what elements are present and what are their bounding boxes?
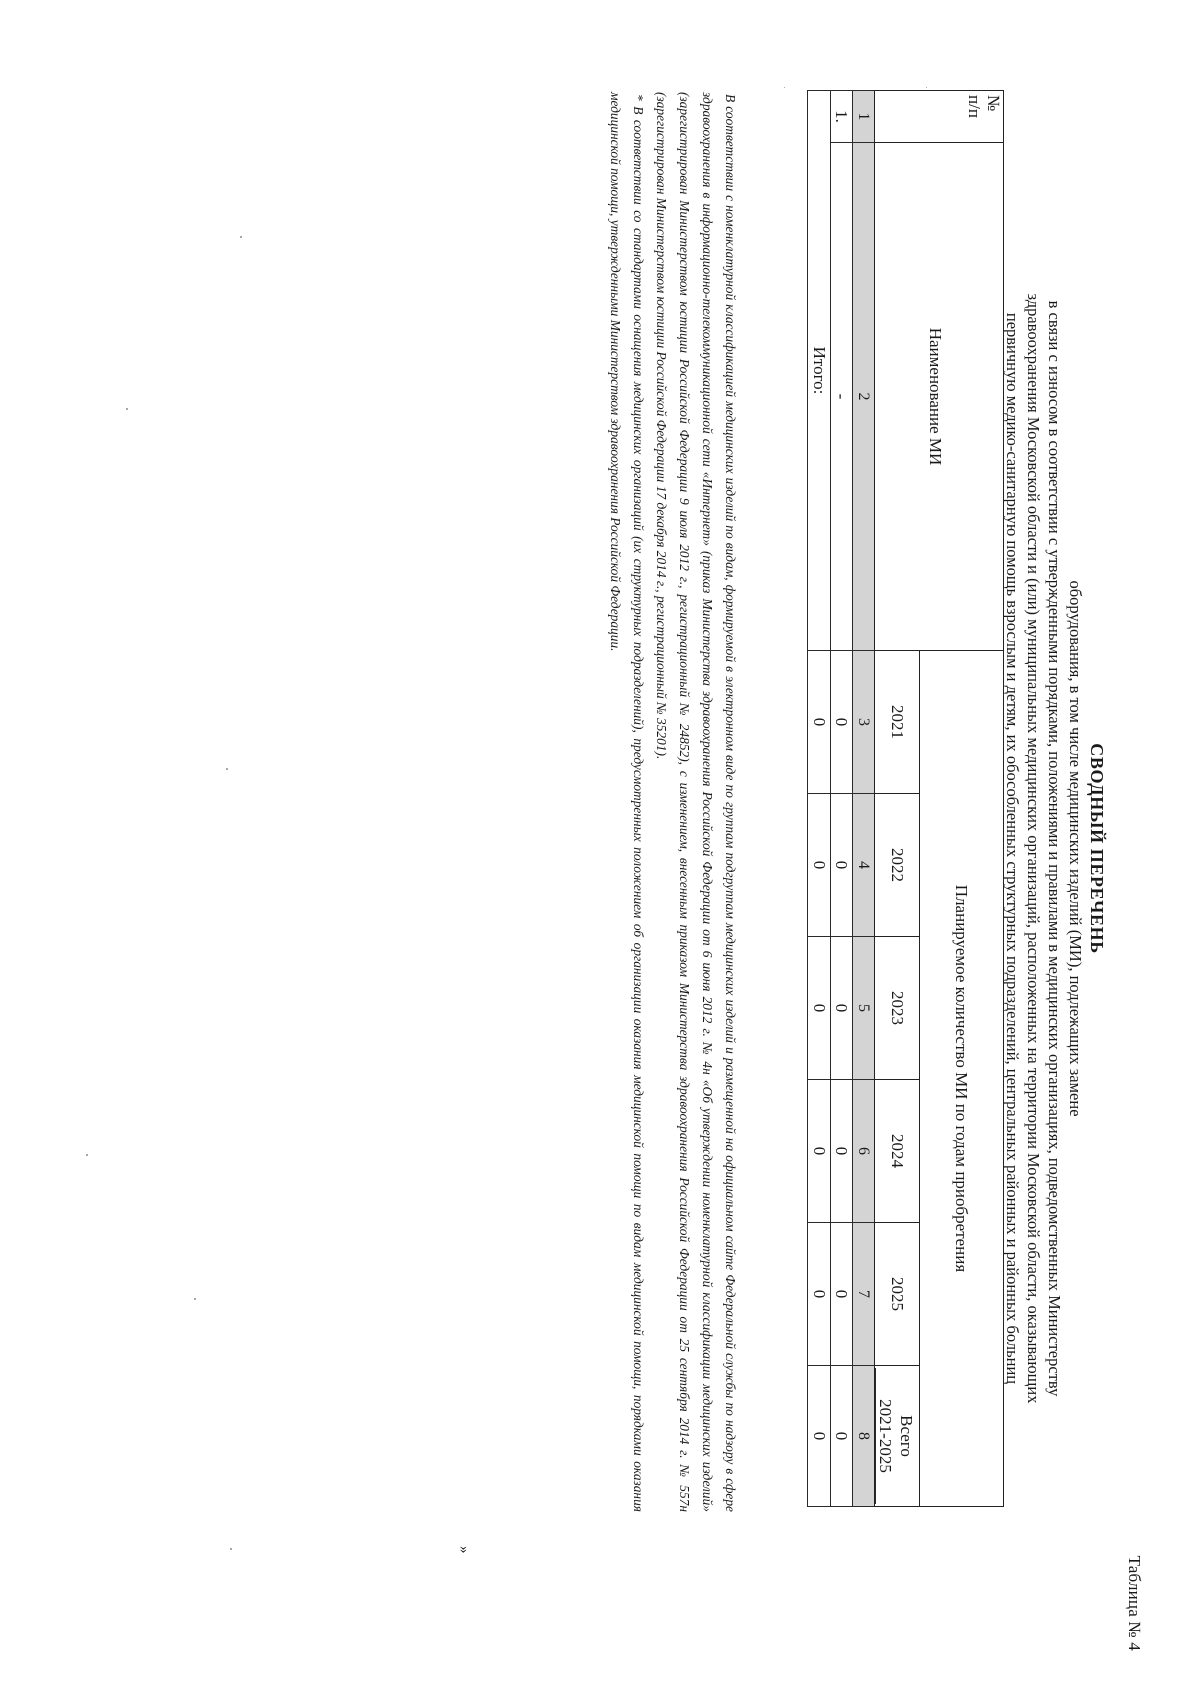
scan-speck [240, 236, 242, 238]
table-number-label: Таблица № 4 [1125, 1555, 1144, 1651]
scan-speck: · [780, 86, 790, 89]
header-total [875, 1366, 920, 1507]
index-cell: 2 [853, 143, 875, 651]
row-number: 1. [831, 91, 853, 143]
header-number [875, 91, 1004, 143]
header-total-line-1: Всего [897, 1415, 916, 1457]
scan-speck [126, 408, 128, 410]
header-year: 2021 [875, 651, 920, 794]
header-year: 2025 [875, 1223, 920, 1366]
index-cell: 4 [853, 794, 875, 937]
index-cell: 8 [853, 1366, 875, 1507]
scan-speck: · [922, 86, 932, 89]
scan-speck [194, 1298, 196, 1300]
header-planned-quantity: Планируемое количество МИ по годам приобретения [920, 651, 1004, 1507]
row-value: 0 [831, 937, 853, 1080]
index-cell: 3 [853, 651, 875, 794]
document-title: СВОДНЫЙ ПЕРЕЧЕНЬ [1087, 743, 1107, 954]
scan-speck [230, 1548, 232, 1550]
total-value: 0 [808, 794, 831, 937]
header-year: 2022 [875, 794, 920, 937]
row-value: 0 [831, 1080, 853, 1223]
subtitle-line-2: в связи с износом в соответствии с утвержденными порядками, положениями и правилами в медицинских организациях, подведомственных Министерству [1045, 300, 1064, 1397]
header-item-name: Наименование МИ [875, 143, 1004, 651]
index-cell: 1 [853, 91, 875, 143]
row-value: 0 [831, 794, 853, 937]
header-number-line-2: п/п [965, 95, 984, 118]
subtitle-line-3: здравоохранения Московской области и (или) муниципальных медицинских организаций, расположенных на территории Московской области, оказывающих [1024, 293, 1043, 1404]
scan-speck [86, 1154, 88, 1156]
index-cell: 7 [853, 1223, 875, 1366]
document-heading [1002, 120, 1108, 1577]
header-total-line-2: 2021-2025 [875, 1368, 894, 1504]
closing-quote-mark: » [456, 1546, 472, 1554]
table-row [831, 91, 853, 1507]
row-item-name: - [831, 143, 853, 651]
index-cell: 5 [853, 937, 875, 1080]
total-value: 0 [808, 1223, 831, 1366]
header-number-line-1: № [984, 95, 1003, 112]
total-value: 0 [808, 651, 831, 794]
row-value: 0 [831, 1366, 853, 1507]
header-year: 2023 [875, 937, 920, 1080]
subtitle-line-4: первичную медико-санитарную помощь взрослым и детям, их обособленных структурных подразделений, центральных районных и районных больниц [1003, 312, 1022, 1385]
footnote-equipment-standards: * В соответствии со стандартами оснащения медицинских организаций (их структурных подразделений), предусмотренных положением об организации оказания медицинской помощи по видам медицинской помощи, порядками оказания медицинской помощи, утвержденными Министерством здравоохранения Российской Федерации. [608, 92, 646, 1512]
index-cell: 6 [853, 1080, 875, 1223]
subtitle-line-1: оборудования, в том числе медицинских изделий (МИ), подлежащих замене [1066, 580, 1085, 1117]
total-value: 0 [808, 1366, 831, 1507]
summary-table [807, 90, 1004, 1507]
header-year: 2024 [875, 1080, 920, 1223]
row-value: 0 [831, 651, 853, 794]
footnotes [604, 92, 742, 1512]
total-label: Итого: [808, 91, 831, 651]
footnote-classification: В соответствии с номенклатурной классификацией медицинских изделий по видам, формируемой в электронном виде по группам подгруппам медицинских изделий и размещенной на официальном сайте Федеральной службы по надзору в сфере здравоохранения в информационно-телекоммуникационной сети «Интернет» (приказ Министерства здравоохранения Российской Федерации от 6 июня 2012 г. № 4н «Об утверждении номенклатурной классификации медицинских изделий» (зарегистрирован Министерством юстиции Российской Федерации 9 июля 2012 г., регистрационный № 24852), с изменением, внесенным приказом Министерства здравоохранения Российской Федерации от 25 сентября 2014 г. № 557н (зарегистрирован Министерством юстиции Российской Федерации 17 декабря 2014 г., регистрационный № 35201). [654, 92, 738, 1512]
total-value: 0 [808, 937, 831, 1080]
row-value: 0 [831, 1223, 853, 1366]
scan-speck [226, 768, 228, 770]
total-value: 0 [808, 1080, 831, 1223]
total-row [808, 91, 831, 1507]
column-index-row [853, 91, 875, 1507]
